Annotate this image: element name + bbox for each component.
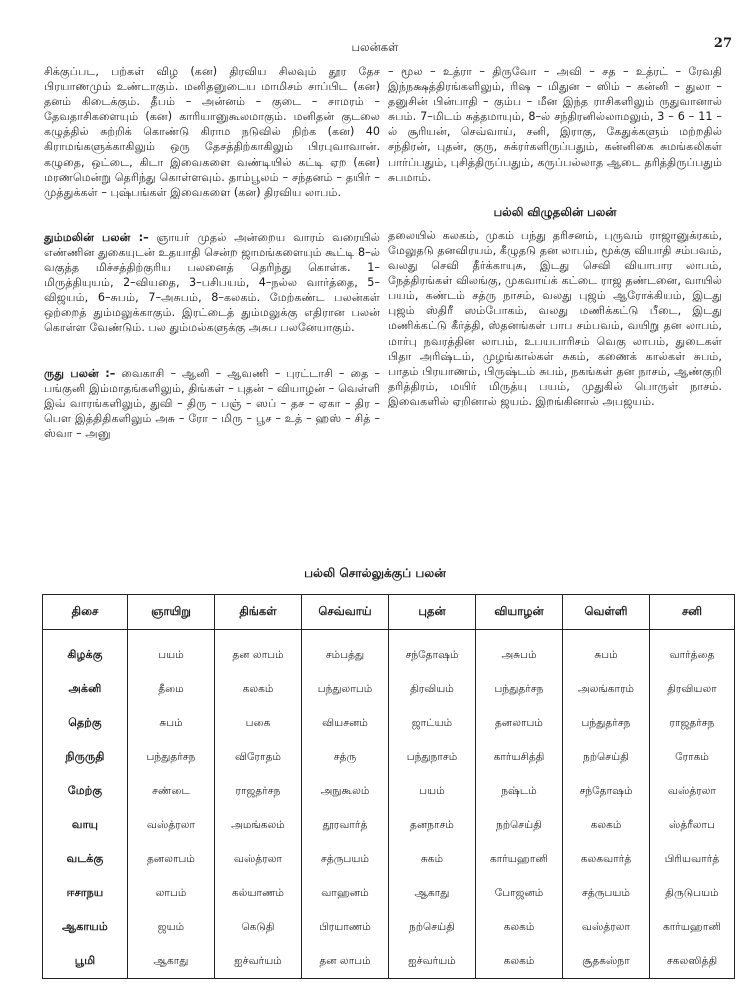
result-cell: சகலஸித்தி <box>650 944 735 979</box>
result-cell: பந்துதர்சந <box>128 740 215 774</box>
result-cell: ராஜதர்சந <box>215 774 302 808</box>
result-cell: தன லாபம் <box>215 630 302 673</box>
header-cell: புதன் <box>389 595 476 630</box>
table-row <box>43 740 735 774</box>
lizard-sound-table <box>42 594 735 979</box>
result-cell: ஐச்வர்யம் <box>215 944 302 979</box>
result-cell: சத்ரு <box>302 740 389 774</box>
result-cell: பந்துலாபம் <box>302 672 389 706</box>
result-cell: அசுபம் <box>476 630 563 673</box>
header-cell: சனி <box>650 595 735 630</box>
result-cell: ராஜதர்சந <box>650 706 735 740</box>
left-column <box>44 64 380 441</box>
table-row <box>43 876 735 910</box>
result-cell: அநுகூலம் <box>302 774 389 808</box>
result-cell: கலகவார்த் <box>563 842 650 876</box>
result-cell: கார்யஹானி <box>476 842 563 876</box>
direction-cell: வடக்கு <box>43 842 128 876</box>
result-cell: சந்தோஷம் <box>563 774 650 808</box>
result-cell: தனநாசம் <box>389 808 476 842</box>
result-cell: தன லாபம் <box>302 944 389 979</box>
direction-cell: பூமி <box>43 944 128 979</box>
lizard-sound-table-title: பல்லி சொல்லுக்குப் பலன் <box>304 566 446 580</box>
table-row <box>43 842 735 876</box>
result-cell: பந்துதர்சந <box>476 672 563 706</box>
header-cell: வியாழன் <box>476 595 563 630</box>
result-cell: பந்துநாசம் <box>389 740 476 774</box>
result-cell: சுபம் <box>128 706 215 740</box>
result-cell: வஸ்த்ரலா <box>650 774 735 808</box>
result-cell: சுபம் <box>563 630 650 673</box>
paragraph-dream-results: சிக்குப்பட, பற்கள் விழ (கன) திரவிய சிலவும் தூர தேச பிரயாணமும் உண்டாகும். மனிதனுடைய மாமிசம் சாப்பிட (கன) தனம் கிடைக்கும். தீபம் – அன்னம் – குடை – சாமரம் – தேவதாசிகளையும் (கன) காரியானுகூலமாகும். மனிதன் குடலை கழுத்தில் சுற்றிக் கொண்டு கிராம நடுவில் நிற்க (கன) 40 கிராமங்களுக்காகிலும் ஒரு தேசத்திற்காகிலும் பிரபுவாவான். கழுதை, ஒட்டை, கிடா இவைகளை வண்டியில் கட்டி ஏற (கன) மரணமென்று தெரிந்து கொள்ளவும். தாம்பூலம் – சந்தனம் – தயிர் – முத்துக்கள் – புஷ்பங்கள் இவைகளை (கன) திரவிய லாபம். <box>44 65 380 199</box>
result-cell: வியசனம் <box>302 706 389 740</box>
result-cell: பகை <box>215 706 302 740</box>
result-cell: வஸ்த்ரலா <box>128 808 215 842</box>
result-cell: வாஹனம் <box>302 876 389 910</box>
direction-cell: ஆகாயம் <box>43 910 128 944</box>
result-cell: சந்தோஷம் <box>389 630 476 673</box>
result-cell: கெடுதி <box>215 910 302 944</box>
result-cell: வார்த்தை <box>650 630 735 673</box>
result-cell: வஸ்த்ரலா <box>563 910 650 944</box>
result-cell: திரவியம் <box>389 672 476 706</box>
result-cell: ஜயம் <box>128 910 215 944</box>
result-cell: ஆகாது <box>389 876 476 910</box>
result-cell: தூரவார்த் <box>302 808 389 842</box>
page-number: 27 <box>713 36 732 51</box>
ruthu-heading: ருது பலன் :– <box>44 366 116 380</box>
table-row <box>43 672 735 706</box>
sneeze-text: ஞாயர் முதல் அன்றைய வாரம் வரையில் எண்ணின துகையுடன் உதயாதி சென்ற ஜாமங்களையும் கூட்டி 8–ல் வகுத்த மிச்சத்திற்குரிய பலனைத் தெரிந்து கொள்க. 1–மிருத்தியுயம், 2–வியதை, 3–பசிபயம், 4–நல்ல வார்த்தை, 5–விஜயம், 6–சுபம், 7–அசுபம், 8–கலகம். மேற்கண்ட பலன்கள் ஒற்றைத் தும்மலுக்காகும். இரட்டைத் தும்மலுக்கு எதிரான பலன் கொள்ள வேண்டும். பல தும்மல்களுக்கு அசுப பலனேயாகும். <box>44 230 380 335</box>
paragraph-sneeze-results <box>44 230 380 336</box>
direction-cell: தெற்கு <box>43 706 128 740</box>
table-row <box>43 706 735 740</box>
result-cell: பயம் <box>389 774 476 808</box>
result-cell: சத்ருபயம் <box>302 842 389 876</box>
result-cell: ரோகம் <box>650 740 735 774</box>
result-cell: கலகம் <box>215 672 302 706</box>
result-cell: நற்செய்தி <box>389 910 476 944</box>
result-cell: சத்ருபயம் <box>563 876 650 910</box>
header-cell: திசை <box>43 595 128 630</box>
result-cell: தனலாபம் <box>128 842 215 876</box>
result-cell: ஜாட்யம் <box>389 706 476 740</box>
table-header-row <box>43 595 735 630</box>
header-cell: திங்கள் <box>215 595 302 630</box>
result-cell: சம்பத்து <box>302 630 389 673</box>
result-cell: சுகம் <box>389 842 476 876</box>
paragraph-lizard-fall: தலையில் கலகம், முகம் பந்து தரிசனம், புருவம் ராஜானுக்ரகம், மேலுதடு தனவிரயம், கீழுதடு தன லாபம், மூக்கு வியாதி சம்பவம், வலது செவி தீர்க்காயுசு, இடது செவி வியாபார லாபம், நேத்திரங்கள் விலங்கு, முகவாய்க் கட்டை ராஜ தண்டனை, வாயில் பயம், கண்டம் சத்ரு நாசம், வலது புஜம் ஆரோக்கியம், இடது புஜம் ஸ்திரீ ஸம்போகம், வலது மணிக்கட்டு பீடை, இடது மணிக்கட்டு கீர்த்தி, ஸ்தனங்கள் பாப சம்பவம், வயிறு தன லாபம், மார்பு நவரத்தின லாபம், உபயபாரிசம் வெகு லாபம், துடைகள் பிதா அரிஷ்டம், முழங்கால்கள் சுகம், கணைக் கால்கள் சுபம், பாதம் பிரயாணம், பிருஷ்டம் சுபம், நகங்கள் தன நாசம், ஆண்குறி தரித்திரம், மயிர் மிருத்யு பயம், முதுகில் பொருள் நாசம். இவைகளில் ஏறினால் ஜயம். இறங்கினால் அபஜயம். <box>388 228 722 408</box>
result-cell: கலகம் <box>476 910 563 944</box>
result-cell: நற்செய்தி <box>563 740 650 774</box>
direction-cell: மேற்கு <box>43 774 128 808</box>
direction-cell: நிருருதி <box>43 740 128 774</box>
result-cell: சூதகஸ்நா <box>563 944 650 979</box>
table-body <box>43 630 735 979</box>
running-head: பலன்கள் <box>351 40 399 54</box>
header-cell: ஞாயிறு <box>128 595 215 630</box>
result-cell: திரவியலா <box>650 672 735 706</box>
result-cell: கார்யஹானி <box>650 910 735 944</box>
paragraph-ruthu-continued: – மூல – உத்ரா – திருவோ – அவி – சத – உத்ரட் – ரேவதி இந்நக்ஷத்திரங்களிலும், ரிஷ – மிதுன – ஸிம் – கன்னி – துலா – தனுசின் பின்பாதி – கும்ப – மீன இந்த ராசிகளிலும் ருதுவானால் சுபம். 7–மிடம் சுத்தமாயும், 8–ல் சந்திரனில்லாமலும், 3 – 6 – 11 –ல் சூரியன், செவ்வாய், சனி, இராகு, கேதுக்களும் மற்றதில் சந்திரன், புதன், குரு, சுக்ரர்களிருப்பதும், கன்னிகை சுமங்கலிகள் பார்ப்பதும், புசித்திருப்பதும், கருப்பல்லாத ஆடை தரித்திருப்பதும் சுபமாம். <box>388 65 722 184</box>
result-cell: திருடுபயம் <box>650 876 735 910</box>
header-cell: செவ்வாய் <box>302 595 389 630</box>
direction-cell: ஈசாநய <box>43 876 128 910</box>
result-cell: பயம் <box>128 630 215 673</box>
sneeze-heading: தும்மலின் பலன் :– <box>44 230 149 244</box>
result-cell: ஆகாது <box>128 944 215 979</box>
paragraph-menstruation-results <box>44 366 380 441</box>
result-cell: போஜனம் <box>476 876 563 910</box>
result-cell: வஸ்த்ரலா <box>215 842 302 876</box>
direction-cell: அக்னி <box>43 672 128 706</box>
table-row <box>43 808 735 842</box>
result-cell: கலகம் <box>476 944 563 979</box>
table-row <box>43 630 735 673</box>
result-cell: லாபம் <box>128 876 215 910</box>
result-cell: விரோதம் <box>215 740 302 774</box>
result-cell: ஐச்வர்யம் <box>389 944 476 979</box>
ruthu-text: வைகாசி – ஆனி – ஆவணி – புரட்டாசி – தை – பங்குனி இம்மாதங்களிலும், திங்கள் – புதன் – வியாழன் – வெள்ளி இவ் வாரங்களிலும், துவி – திரு – பஞ் – ஸப் – தச – ஏகா – திர – பௌ இத்திதிகளிலும் அசு – ரோ – மிரு – பூச – உத் – ஹஸ் – சித் – ஸ்வா – அனு <box>44 366 381 440</box>
result-cell: நற்செய்தி <box>476 808 563 842</box>
result-cell: நஷ்டம் <box>476 774 563 808</box>
result-cell: அலங்காரம் <box>563 672 650 706</box>
direction-cell: வாயு <box>43 808 128 842</box>
result-cell: தீமை <box>128 672 215 706</box>
table-row <box>43 774 735 808</box>
table-row <box>43 910 735 944</box>
table-row <box>43 944 735 979</box>
header-cell: வெள்ளி <box>563 595 650 630</box>
result-cell: கார்யசித்தி <box>476 740 563 774</box>
direction-cell: கிழக்கு <box>43 630 128 673</box>
result-cell: கல்யாணம் <box>215 876 302 910</box>
right-column <box>388 64 722 409</box>
result-cell: பிரியவார்த் <box>650 842 735 876</box>
result-cell: ஸ்த்ரீலாப <box>650 808 735 842</box>
result-cell: கலகம் <box>563 808 650 842</box>
result-cell: அமங்கலம் <box>215 808 302 842</box>
result-cell: பிரயாணம் <box>302 910 389 944</box>
lizard-fall-heading: பல்லி விழுதலின் பலன் <box>493 204 617 219</box>
result-cell: பந்துதர்சந <box>563 706 650 740</box>
result-cell: சண்டை <box>128 774 215 808</box>
result-cell: தனலாபம் <box>476 706 563 740</box>
